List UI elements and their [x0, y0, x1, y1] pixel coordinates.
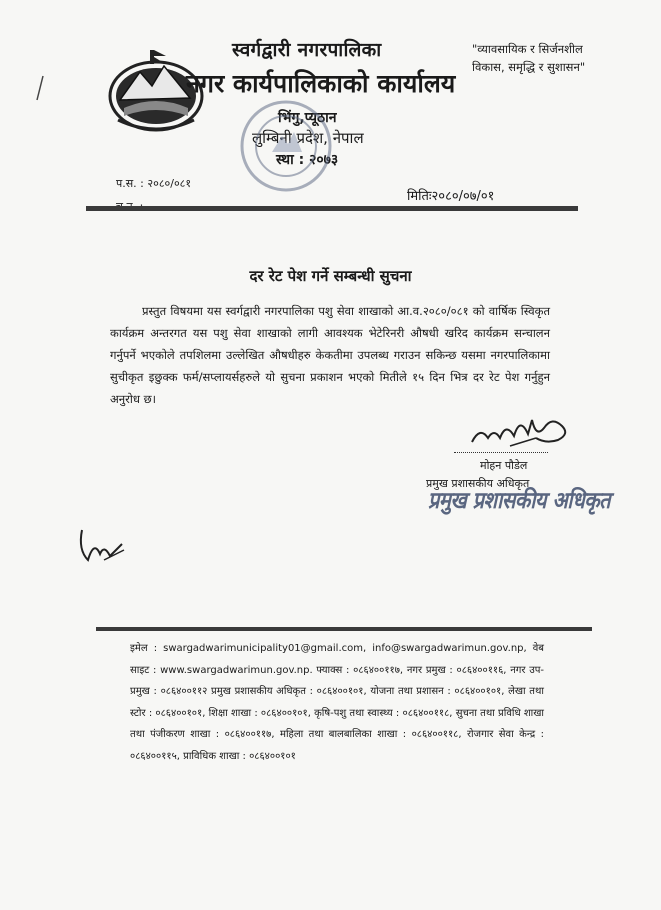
signature-icon — [466, 408, 578, 454]
notice-title: दर रेट पेश गर्ने सम्बन्धी सुचना — [249, 267, 412, 285]
slogan-line-2: विकास, समृद्धि र सुशासन" — [472, 60, 586, 74]
margin-mark-icon — [34, 74, 46, 102]
contact-footer: इमेल : swargadwarimunicipality01@gmail.com, info@swargadwarimun.gov.np, वेब साइट : www.swargadwarimun.gov.np. फ्याक्स : ०८६४००११७, नगर प्रमुख : ०८६४००११६, नगर उप-प्रमुख : ०८६४००११२ प्रमुख प्रशासकीय अधिकृत : ०८६४००१०१, योजना तथा प्रशासन : ०८६४००१०१, लेखा तथा स्टोर : ०८६४००१०१, शिक्षा शाखा : ०८६४००१०१, कृषि-पशु तथा स्वास्थ्य : ०८६४००११८, सुचना तथा प्रविधि शाखा तथा पंजीकरण शाखा : ०८६४००११७, महिला तथा बालबालिका शाखा : ०८६४००११८, रोजगार सेवा केन्द्र : ०८६४००११५, प्राविधिक शाखा : ०८६४००१०१ — [130, 643, 544, 762]
notice-body: प्रस्तुत विषयमा यस स्वर्गद्वारी नगरपालिका पशु सेवा शाखाको आ.व.२०८०/०८१ को वार्षिक स्विकृत कार्यक्रम अन्तरगत यस पशु सेवा शाखाको लागी आवश्यक भेटेरिनरी औषधी खरिद कार्यक्रम सन्चालन गर्नुपर्ने भएकोले तपशिलमा उल्लेखित औषधीहरु केकतीमा उपलब्ध गराउन सकिन्छ यसमा नगरपालिकामा सुचीकृत इछुक्क फर्म/सप्लायर्सहरुले यो सुचना प्रकाशन भएको मितीले १५ दिन भित्र दर रेट पेश गर्नुहुन अनुरोध छ। — [110, 304, 550, 406]
designation-stamp: प्रमुख प्रशासकीय अधिकृत — [428, 486, 610, 514]
signer-title: प्रमुख प्रशासकीय अधिकृत — [426, 477, 530, 490]
reference-number: प.स. : २०८०/०८१ — [116, 177, 192, 190]
established-year: स्था : २०७३ — [276, 152, 339, 168]
letter-date: मितिः२०८०/०७/०१ — [407, 189, 495, 204]
slogan-line-1: "व्यावसायिक र सिर्जनशील — [472, 42, 583, 56]
office-seal-icon — [238, 98, 334, 194]
municipality-name: स्वर्गद्वारी नगरपालिका — [232, 39, 382, 61]
slogan — [472, 40, 592, 76]
header-divider — [86, 206, 578, 211]
signature-line — [454, 452, 548, 453]
address-district: भिंगु,प्यूठान — [278, 110, 337, 126]
address-province: लुम्बिनी प्रदेश, नेपाल — [252, 129, 364, 147]
footer-divider — [96, 627, 592, 631]
initials-icon — [74, 520, 128, 568]
office-name: नगर कार्यपालिकाको कार्यालय — [186, 69, 456, 98]
signer-name: मोहन पौडेल — [480, 459, 528, 472]
